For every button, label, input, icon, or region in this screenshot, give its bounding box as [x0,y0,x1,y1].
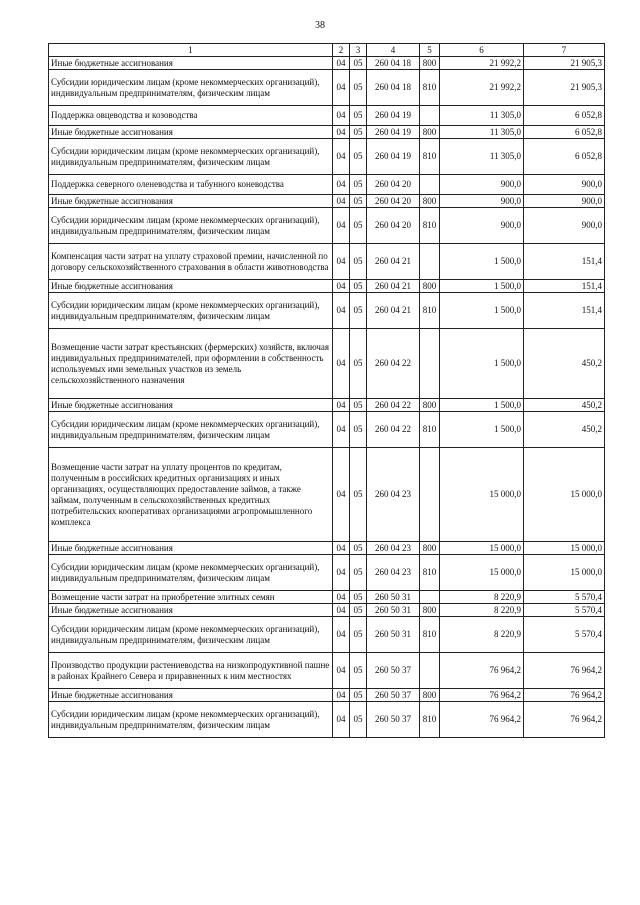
target-code: 260 04 23 [367,555,420,591]
expense-type-code: 810 [420,139,440,175]
expense-type-code: 800 [420,604,440,617]
amount-planned: 900,0 [440,195,524,208]
amount-planned: 15 000,0 [440,542,524,555]
target-code: 260 50 37 [367,689,420,702]
row-name: Иные бюджетные ассигнования [49,280,333,293]
table-row [49,702,605,738]
target-code: 260 04 21 [367,244,420,280]
row-name: Субсидии юридическим лицам (кроме некоммерческих организаций), индивидуальным предпринимателям, физическим лицам [49,70,333,106]
section-code: 04 [333,617,350,653]
column-header: 5 [420,44,440,57]
table-row [49,139,605,175]
expense-type-code [420,106,440,126]
row-name: Производство продукции растениеводства на низкопродуктивной пашне в районах Крайнего Севера и приравненных к ним местностях [49,653,333,689]
section-code: 04 [333,653,350,689]
amount-executed: 76 964,2 [524,653,605,689]
target-code: 260 04 20 [367,208,420,244]
column-header: 1 [49,44,333,57]
section-code: 04 [333,244,350,280]
expense-type-code [420,244,440,280]
expense-type-code: 800 [420,280,440,293]
section-code: 04 [333,412,350,448]
target-code: 260 04 23 [367,448,420,542]
column-header: 4 [367,44,420,57]
row-name: Компенсация части затрат на уплату страховой премии, начисленной по договору сельскохозяйственного страхования в области животноводства [49,244,333,280]
subsection-code: 05 [350,412,367,448]
section-code: 04 [333,208,350,244]
subsection-code: 05 [350,175,367,195]
amount-planned: 8 220,9 [440,617,524,653]
table-row [49,542,605,555]
amount-planned: 21 992,2 [440,70,524,106]
amount-executed: 5 570,4 [524,591,605,604]
amount-planned: 900,0 [440,175,524,195]
expense-type-code: 800 [420,689,440,702]
target-code: 260 50 37 [367,653,420,689]
amount-executed: 6 052,8 [524,126,605,139]
amount-planned: 1 500,0 [440,280,524,293]
amount-planned: 21 992,2 [440,57,524,70]
page-number: 38 [315,20,325,31]
section-code: 04 [333,57,350,70]
amount-executed: 900,0 [524,195,605,208]
amount-executed: 6 052,8 [524,106,605,126]
subsection-code: 05 [350,542,367,555]
amount-executed: 151,4 [524,293,605,329]
amount-executed: 21 905,3 [524,70,605,106]
row-name: Иные бюджетные ассигнования [49,689,333,702]
expense-type-code: 810 [420,293,440,329]
column-header: 6 [440,44,524,57]
subsection-code: 05 [350,293,367,329]
section-code: 04 [333,280,350,293]
table-row [49,208,605,244]
table-row [49,126,605,139]
table-row [49,591,605,604]
amount-executed: 15 000,0 [524,542,605,555]
row-name: Иные бюджетные ассигнования [49,604,333,617]
amount-planned: 1 500,0 [440,293,524,329]
table-row [49,653,605,689]
subsection-code: 05 [350,244,367,280]
row-name: Субсидии юридическим лицам (кроме некоммерческих организаций), индивидуальным предпринимателям, физическим лицам [49,208,333,244]
amount-executed: 151,4 [524,244,605,280]
subsection-code: 05 [350,617,367,653]
row-name: Субсидии юридическим лицам (кроме некоммерческих организаций), индивидуальным предпринимателям, физическим лицам [49,555,333,591]
section-code: 04 [333,106,350,126]
table-body [49,57,605,738]
table-row [49,604,605,617]
amount-executed: 5 570,4 [524,617,605,653]
subsection-code: 05 [350,106,367,126]
table-row [49,70,605,106]
section-code: 04 [333,126,350,139]
amount-planned: 11 305,0 [440,126,524,139]
row-name: Субсидии юридическим лицам (кроме некоммерческих организаций), индивидуальным предпринимателям, физическим лицам [49,293,333,329]
row-name: Субсидии юридическим лицам (кроме некоммерческих организаций), индивидуальным предпринимателям, физическим лицам [49,702,333,738]
target-code: 260 04 22 [367,412,420,448]
section-code: 04 [333,555,350,591]
row-name: Иные бюджетные ассигнования [49,542,333,555]
column-header: 7 [524,44,605,57]
subsection-code: 05 [350,208,367,244]
table-row [49,329,605,399]
amount-executed: 151,4 [524,280,605,293]
subsection-code: 05 [350,126,367,139]
subsection-code: 05 [350,702,367,738]
expense-type-code: 800 [420,57,440,70]
amount-planned: 76 964,2 [440,653,524,689]
table-row [49,448,605,542]
section-code: 04 [333,175,350,195]
amount-planned: 15 000,0 [440,448,524,542]
row-name: Иные бюджетные ассигнования [49,57,333,70]
target-code: 260 04 23 [367,542,420,555]
amount-planned: 11 305,0 [440,139,524,175]
section-code: 04 [333,195,350,208]
expense-type-code [420,591,440,604]
expense-type-code [420,448,440,542]
amount-executed: 450,2 [524,399,605,412]
subsection-code: 05 [350,280,367,293]
subsection-code: 05 [350,399,367,412]
table-row [49,555,605,591]
target-code: 260 04 19 [367,106,420,126]
amount-executed: 6 052,8 [524,139,605,175]
row-name: Субсидии юридическим лицам (кроме некоммерческих организаций), индивидуальным предпринимателям, физическим лицам [49,139,333,175]
subsection-code: 05 [350,653,367,689]
table-row [49,399,605,412]
subsection-code: 05 [350,329,367,399]
table-row [49,617,605,653]
subsection-code: 05 [350,689,367,702]
section-code: 04 [333,448,350,542]
row-name: Иные бюджетные ассигнования [49,126,333,139]
row-name: Поддержка овцеводства и козоводства [49,106,333,126]
row-name: Иные бюджетные ассигнования [49,399,333,412]
amount-planned: 8 220,9 [440,591,524,604]
expense-type-code: 810 [420,208,440,244]
amount-executed: 450,2 [524,412,605,448]
target-code: 260 04 20 [367,195,420,208]
table-row [49,195,605,208]
target-code: 260 04 19 [367,139,420,175]
expense-type-code [420,329,440,399]
target-code: 260 04 19 [367,126,420,139]
expense-type-code: 810 [420,70,440,106]
table-row [49,106,605,126]
section-code: 04 [333,591,350,604]
target-code: 260 04 21 [367,293,420,329]
amount-executed: 76 964,2 [524,702,605,738]
section-code: 04 [333,139,350,175]
amount-planned: 1 500,0 [440,399,524,412]
section-code: 04 [333,399,350,412]
amount-executed: 76 964,2 [524,689,605,702]
target-code: 260 50 31 [367,617,420,653]
section-code: 04 [333,702,350,738]
amount-executed: 5 570,4 [524,604,605,617]
section-code: 04 [333,689,350,702]
column-header-row [49,44,605,57]
column-header: 2 [333,44,350,57]
section-code: 04 [333,70,350,106]
subsection-code: 05 [350,139,367,175]
row-name: Иные бюджетные ассигнования [49,195,333,208]
expense-type-code: 800 [420,195,440,208]
table-row [49,689,605,702]
amount-planned: 1 500,0 [440,329,524,399]
subsection-code: 05 [350,448,367,542]
amount-planned: 1 500,0 [440,244,524,280]
target-code: 260 04 18 [367,57,420,70]
amount-executed: 15 000,0 [524,555,605,591]
section-code: 04 [333,604,350,617]
amount-executed: 450,2 [524,329,605,399]
expense-type-code: 800 [420,542,440,555]
table-row [49,293,605,329]
budget-table [48,43,605,738]
amount-planned: 76 964,2 [440,689,524,702]
amount-planned: 15 000,0 [440,555,524,591]
target-code: 260 50 31 [367,591,420,604]
target-code: 260 04 21 [367,280,420,293]
amount-executed: 900,0 [524,175,605,195]
target-code: 260 04 20 [367,175,420,195]
expense-type-code: 800 [420,399,440,412]
row-name: Возмещение части затрат крестьянских (фермерских) хозяйств, включая индивидуальных предпринимателей, при оформлении в собственность используемых ими земельных участков из земель сельскохозяйственного назначения [49,329,333,399]
expense-type-code: 810 [420,412,440,448]
expense-type-code: 810 [420,702,440,738]
target-code: 260 04 22 [367,399,420,412]
column-header: 3 [350,44,367,57]
expense-type-code [420,175,440,195]
amount-planned: 76 964,2 [440,702,524,738]
row-name: Субсидии юридическим лицам (кроме некоммерческих организаций), индивидуальным предпринимателям, физическим лицам [49,412,333,448]
target-code: 260 04 18 [367,70,420,106]
row-name: Субсидии юридическим лицам (кроме некоммерческих организаций), индивидуальным предпринимателям, физическим лицам [49,617,333,653]
table-row [49,244,605,280]
subsection-code: 05 [350,195,367,208]
section-code: 04 [333,542,350,555]
subsection-code: 05 [350,70,367,106]
row-name: Возмещение части затрат на уплату процентов по кредитам, полученным в российских кредитных организациях и иных организациях, осуществляющих предоставление займов, а также займам, полученным в сельскохозяйственных кредитных потребительских кооперативах организациями агропромышленного комплекса [49,448,333,542]
expense-type-code [420,653,440,689]
target-code: 260 50 31 [367,604,420,617]
amount-executed: 900,0 [524,208,605,244]
amount-planned: 8 220,9 [440,604,524,617]
amount-planned: 1 500,0 [440,412,524,448]
amount-executed: 21 905,3 [524,57,605,70]
subsection-code: 05 [350,604,367,617]
amount-executed: 15 000,0 [524,448,605,542]
subsection-code: 05 [350,57,367,70]
section-code: 04 [333,329,350,399]
section-code: 04 [333,293,350,329]
table-row [49,57,605,70]
target-code: 260 04 22 [367,329,420,399]
expense-type-code: 800 [420,126,440,139]
table-row [49,280,605,293]
row-name: Поддержка северного оленеводства и табунного коневодства [49,175,333,195]
table-row [49,175,605,195]
subsection-code: 05 [350,591,367,604]
table-row [49,412,605,448]
row-name: Возмещение части затрат на приобретение элитных семян [49,591,333,604]
expense-type-code: 810 [420,617,440,653]
amount-planned: 900,0 [440,208,524,244]
subsection-code: 05 [350,555,367,591]
expense-type-code: 810 [420,555,440,591]
target-code: 260 50 37 [367,702,420,738]
amount-planned: 11 305,0 [440,106,524,126]
